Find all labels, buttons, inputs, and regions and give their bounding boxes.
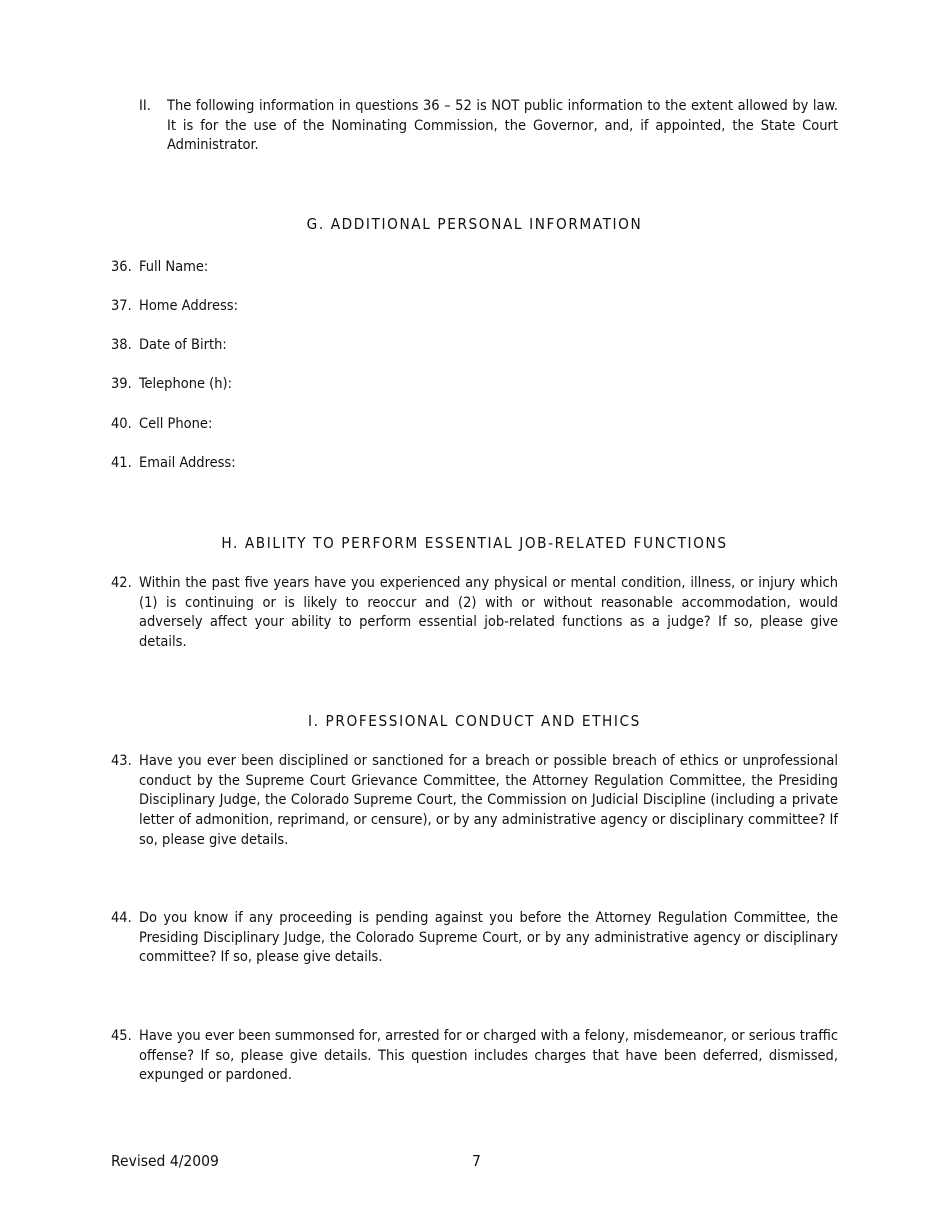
- field-label: Full Name:: [139, 259, 209, 275]
- field-cell-phone: [111, 415, 212, 435]
- question-43: [111, 752, 838, 851]
- field-number: 37.: [111, 298, 132, 314]
- question-number: 42.: [111, 575, 132, 591]
- field-label: Date of Birth:: [139, 337, 227, 353]
- question-number: 43.: [111, 753, 132, 769]
- field-label: Home Address:: [139, 298, 238, 314]
- question-text: Within the past five years have you experienced any physical or mental condition, illness, or injury which (1) is continuing or is likely to reoccur and (2) with or without reasonable accommodation, would adversely affect your ability to perform essential job-related functions as a judge? If so, please give details.: [139, 575, 838, 651]
- field-label: Cell Phone:: [139, 416, 213, 432]
- question-number: 45.: [111, 1028, 132, 1044]
- field-number: 36.: [111, 259, 132, 275]
- section-h-heading: H. ABILITY TO PERFORM ESSENTIAL JOB-RELATED FUNCTIONS: [221, 534, 728, 552]
- question-45: [111, 1027, 838, 1086]
- intro-number: II.: [139, 98, 151, 114]
- footer-revised: Revised 4/2009: [111, 1152, 219, 1170]
- page-number: 7: [472, 1152, 481, 1170]
- intro-text: The following information in questions 36 – 52 is NOT public information to the extent allowed by law. It is for the use of the Nominating Commission, the Governor, and, if appointed, the State Court Administrator.: [167, 98, 838, 154]
- field-full-name: [111, 258, 208, 278]
- field-number: 40.: [111, 416, 132, 432]
- question-text: Have you ever been summonsed for, arrested for or charged with a felony, misdemeanor, or serious traffic offense? If so, please give details. This question includes charges that have been deferred, dismissed, expunged or pardoned.: [139, 1028, 838, 1084]
- section-g-heading: G. ADDITIONAL PERSONAL INFORMATION: [306, 215, 643, 233]
- field-date-of-birth: [111, 336, 227, 356]
- question-text: Have you ever been disciplined or sanctioned for a breach or possible breach of ethics or unprofessional conduct by the Supreme Court Grievance Committee, the Attorney Regulation Committee, the Presiding Disciplinary Judge, the Colorado Supreme Court, the Commission on Judicial Discipline (including a private letter of admonition, reprimand, or censure), or by any administrative agency or disciplinary committee? If so, please give details.: [139, 753, 838, 848]
- question-44: [111, 909, 838, 968]
- field-number: 41.: [111, 455, 132, 471]
- intro-paragraph: [139, 97, 838, 156]
- section-i-heading: I. PROFESSIONAL CONDUCT AND ETHICS: [308, 712, 641, 730]
- field-email-address: [111, 454, 236, 474]
- question-number: 44.: [111, 910, 132, 926]
- field-number: 39.: [111, 376, 132, 392]
- field-number: 38.: [111, 337, 132, 353]
- question-text: Do you know if any proceeding is pending against you before the Attorney Regulation Committee, the Presiding Disciplinary Judge, the Colorado Supreme Court, or by any administrative agency or disciplinary committee? If so, please give details.: [139, 910, 838, 966]
- field-home-address: [111, 297, 238, 317]
- question-42: [111, 574, 838, 653]
- field-label: Telephone (h):: [139, 376, 233, 392]
- field-telephone: [111, 375, 232, 395]
- field-label: Email Address:: [139, 455, 236, 471]
